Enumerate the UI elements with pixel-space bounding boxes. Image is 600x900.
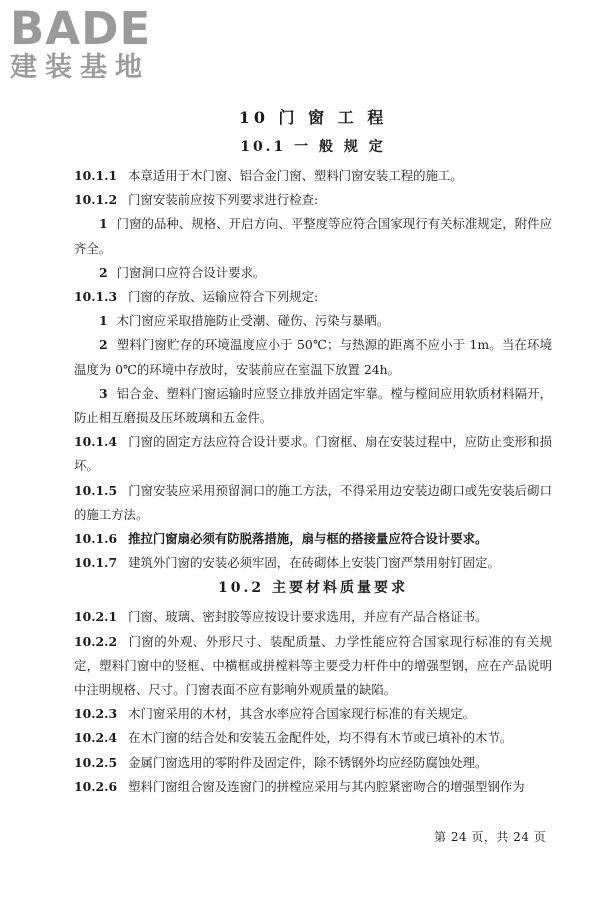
logo-wordmark: BADE bbox=[10, 2, 152, 55]
list-item bbox=[74, 261, 552, 285]
page-number: 第 24 页，共 24 页 bbox=[434, 830, 547, 844]
clause bbox=[74, 479, 552, 527]
clause-text: 在木门窗的结合处和安装五金配件处，均不得有木节或已填补的木节。 bbox=[128, 730, 513, 746]
sections-container bbox=[74, 134, 552, 799]
clause bbox=[74, 605, 552, 629]
clause-text: 金属门窗选用的零附件及固定件，除不锈钢外均应经防腐蚀处理。 bbox=[128, 754, 488, 770]
clause bbox=[74, 630, 552, 703]
document-body bbox=[74, 104, 552, 799]
clause-number: 10.2.3 bbox=[74, 706, 118, 722]
clause bbox=[74, 726, 552, 750]
clause-text: 木门窗采用的木材，其含水率应符合国家现行标准的有关规定。 bbox=[128, 706, 476, 722]
list-item bbox=[74, 309, 552, 333]
list-item bbox=[74, 212, 552, 260]
clause-text: 建筑外门窗的安装必须牢固，在砖砌体上安装门窗严禁用射钉固定。 bbox=[128, 555, 500, 571]
clause-number: 10.2.6 bbox=[74, 778, 118, 794]
clause bbox=[74, 551, 552, 575]
list-item bbox=[74, 333, 552, 381]
clause-number: 1 bbox=[99, 313, 108, 329]
clause-text: 本章适用于木门窗、铝合金门窗、塑料门窗安装工程的施工。 bbox=[128, 168, 463, 183]
clause-text: 推拉门窗扇必须有防脱落措施，扇与框的搭接量应符合设计要求。 bbox=[128, 531, 488, 547]
clause bbox=[74, 527, 552, 551]
clause bbox=[74, 430, 552, 478]
clause-text: 门窗的存放、运输应符合下列规定: bbox=[128, 289, 319, 305]
clause bbox=[74, 164, 552, 188]
clause-number: 10.1.7 bbox=[74, 555, 118, 571]
clause-number: 3 bbox=[99, 385, 108, 401]
clause bbox=[74, 285, 552, 309]
list-item bbox=[74, 382, 552, 430]
clause-text: 门窗的固定方法应符合设计要求。门窗框、扇在安装过程中，应防止变形和损坏。 bbox=[74, 434, 552, 474]
clause-number: 10.1.2 bbox=[74, 192, 118, 208]
clause-number: 10.1.5 bbox=[74, 482, 118, 498]
clause-text: 铝合金、塑料门窗运输时应竖立排放并固定牢靠。樘与樘间应用软质材料隔开，防止相互磨损及压坏玻璃和五金件。 bbox=[74, 385, 552, 426]
clause-number: 10.1.4 bbox=[74, 434, 118, 450]
clause-text: 塑料门窗贮存的环境温度应小于 50℃；与热源的距离不应小于 1m。当在环境温度为 0℃的环境中存放时，安装前应在室温下放置 24h。 bbox=[74, 337, 552, 377]
clause-text: 木门窗应采取措施防止受潮、碰伤、污染与暴晒。 bbox=[116, 313, 390, 329]
clause-number: 10.1.1 bbox=[74, 168, 118, 183]
clause bbox=[74, 702, 552, 726]
clause bbox=[74, 751, 552, 775]
logo-subtitle: 建装基地 bbox=[10, 52, 150, 83]
clause bbox=[74, 188, 552, 212]
clause-number: 10.2.2 bbox=[74, 633, 118, 649]
section-title: 10.1 一 般 规 定 bbox=[240, 139, 386, 155]
clause-text: 门窗的外观、外形尺寸、装配质量、力学性能应符合国家现行标准的有关规定，塑料门窗中的竖框、中横框或拼樘料等主要受力杆件中的增强型钢，应在产品说明中注明规格、尺寸。门窗表面不应有影响外观质量的缺陷。 bbox=[74, 633, 552, 698]
section-title: 10.2 主要材料质量要求 bbox=[218, 580, 408, 597]
clause-number: 2 bbox=[99, 264, 108, 280]
clause-number: 10.2.4 bbox=[74, 730, 118, 746]
clause-number: 10.2.1 bbox=[74, 609, 118, 625]
clause-number: 2 bbox=[99, 337, 108, 353]
brand-logo bbox=[10, 2, 152, 84]
clause-number: 10.2.5 bbox=[74, 754, 118, 770]
clause-text: 塑料门窗组合窗及连窗门的拼樘应采用与其内腔紧密吻合的增强型钢作为 bbox=[128, 778, 525, 794]
clause-text: 门窗的品种、规格、开启方向、平整度等应符合国家现行有关标准规定，附件应齐全。 bbox=[74, 216, 552, 256]
clause bbox=[74, 775, 552, 799]
clause-number: 10.1.6 bbox=[74, 531, 118, 547]
clause-text: 门窗洞口应符合设计要求。 bbox=[116, 264, 266, 280]
clause-number: 10.1.3 bbox=[74, 289, 118, 305]
clause-number: 1 bbox=[99, 216, 108, 232]
clause-text: 门窗、玻璃、密封胶等应按设计要求选用，并应有产品合格证书。 bbox=[128, 609, 488, 625]
chapter-title: 10 门 窗 工 程 bbox=[238, 108, 388, 127]
clause-text: 门窗安装前应按下列要求进行检查: bbox=[128, 192, 319, 208]
clause-text: 门窗安装应采用预留洞口的施工方法，不得采用边安装边砌口或先安装后砌口的施工方法。 bbox=[74, 482, 552, 522]
